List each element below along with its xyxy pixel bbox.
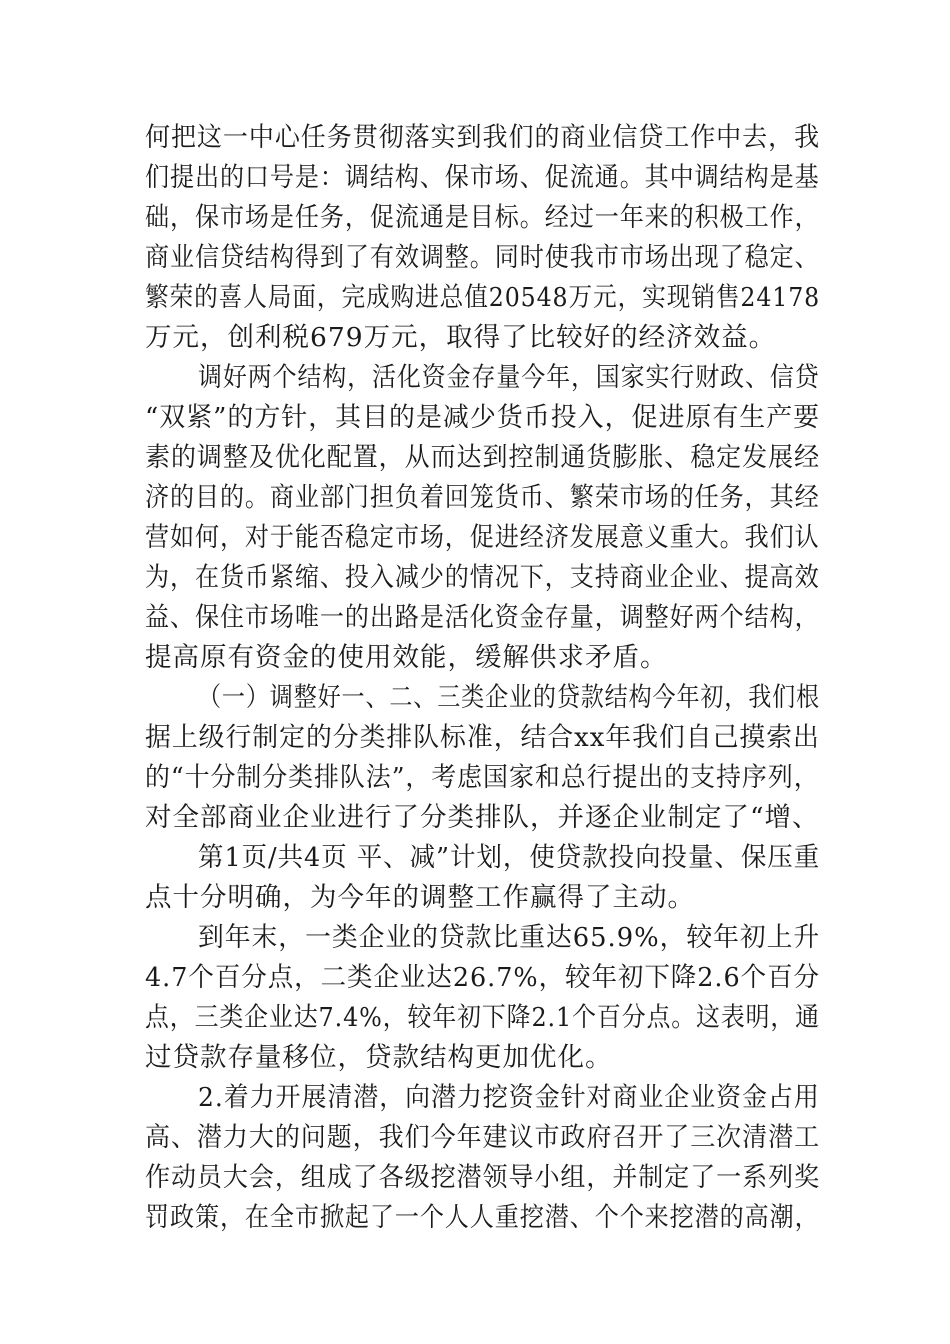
text-line: 营如何，对于能否稳定市场，促进经济发展意义重大。我们认 [145,522,820,553]
text-line: 们提出的口号是：调结构、保市场、促流通。其中调结构是基 [145,162,820,193]
text-line: 过贷款存量移位，贷款结构更加优化。 [145,1042,613,1073]
text-line: 为，在货币紧缩、投入减少的情况下，支持商业企业、提高效 [145,562,820,593]
text-line: 作动员大会，组成了各级挖潜领导小组，并制定了一系列奖 [145,1162,821,1193]
text-line: 提高原有资金的使用效能，缓解供求矛盾。 [145,642,668,673]
paragraph-start-line: 到年末，一类企业的贷款比重达65.9%，较年初上升 [198,922,821,953]
paragraph-start-line: （一）调整好一、二、三类企业的贷款结构今年初，我们根 [198,682,820,713]
text-line: 素的调整及优化配置，从而达到控制通货膨胀、稳定发展经 [145,442,821,473]
text-line: 4.7个百分点，二类企业达26.7%，较年初下降2.6个百分 [145,962,820,993]
page-footer-line: 第1页/共4页 平、减”计划，使贷款投向投量、保压重 [198,842,821,873]
text-line: 繁荣的喜人局面，完成购进总值20548万元，实现销售24178 [145,282,821,313]
text-line: 济的目的。商业部门担负着回笼货币、繁荣市场的任务，其经 [145,482,820,513]
text-line: 万元，创利税679万元，取得了比较好的经济效益。 [145,322,777,353]
text-line: 益、保住市场唯一的出路是活化资金存量，调整好两个结构， [145,602,820,633]
text-line: 何把这一中心任务贯彻落实到我们的商业信贷工作中去，我 [145,122,821,153]
text-line: 高、潜力大的问题，我们今年建议市政府召开了三次清潜工 [145,1122,821,1153]
text-line: “双紧”的方针，其目的是减少货币投入，促进原有生产要 [145,402,821,433]
text-line: 商业信贷结构得到了有效调整。同时使我市市场出现了稳定、 [145,242,820,273]
text-line: 罚政策，在全市掀起了一个人人重挖潜、个个来挖潜的高潮， [145,1202,820,1233]
paragraph-start-line: 2.着力开展清潜，向潜力挖资金针对商业企业资金占用 [198,1082,820,1113]
text-line: 的“十分制分类排队法”，考虑国家和总行提出的支持序列， [145,762,820,793]
paragraph-start-line: 调好两个结构，活化资金存量今年，国家实行财政、信贷 [198,362,820,393]
text-line: 对全部商业企业进行了分类排队，并逐企业制定了“增、 [145,802,820,833]
text-line: 据上级行制定的分类排队标准，结合xx年我们自己摸索出 [145,722,820,753]
text-line: 点，三类企业达7.4%，较年初下降2.1个百分点。这表明，通 [145,1002,820,1033]
text-line: 础，保市场是任务，促流通是目标。经过一年来的积极工作， [145,202,820,233]
text-line: 点十分明确，为今年的调整工作赢得了主动。 [145,882,695,913]
